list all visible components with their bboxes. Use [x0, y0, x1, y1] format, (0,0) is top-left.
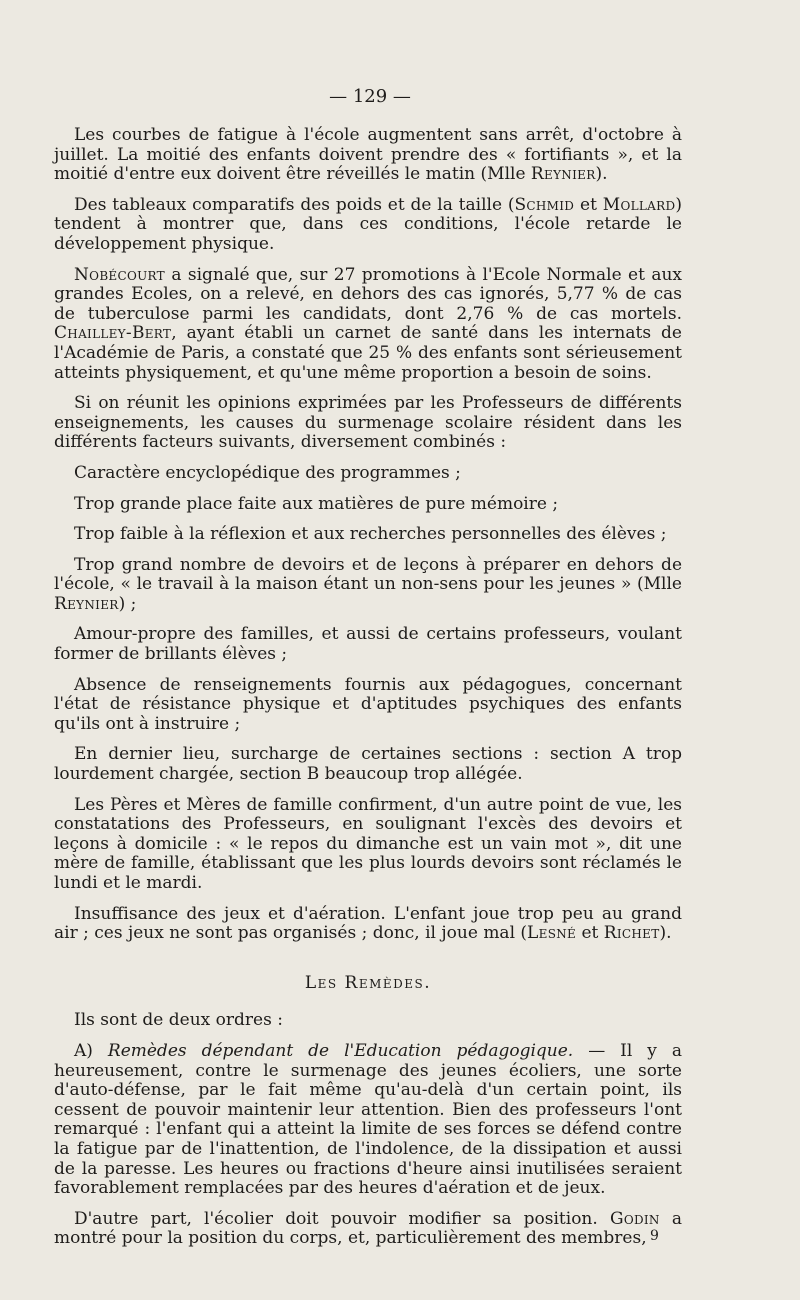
text-run: Trop grand nombre de devoirs et de leçons à préparer en dehors de l'école, « le travail à la maison étant un non-sens pour les jeunes » (Mlle	[54, 554, 682, 595]
paragraph	[54, 796, 682, 894]
paragraph	[54, 126, 682, 185]
text-run: Ils sont de deux ordres :	[74, 1010, 283, 1031]
paragraph	[54, 905, 682, 944]
text-run: ) tendent à montrer que, dans ces conditions, l'école retarde le développement physique.	[54, 194, 683, 254]
text-run: Insuffisance des jeux et d'aération. L'enfant joue trop peu au grand air ; ces jeux ne sont pas organisés ; donc, il joue mal (	[54, 903, 682, 944]
text-run: A)	[74, 1040, 108, 1061]
section-heading	[54, 974, 682, 994]
text-run: ).	[659, 923, 672, 944]
paragraph	[54, 1011, 682, 1031]
text-run: et	[576, 923, 604, 944]
text-run: — Il y a heureusement, contre le surmenage des jeunes écoliers, une sorte d'auto-défense, par le fait même qu'au-delà d'un certain point, ils cessent de pouvoir maintenir leur attention. Bien des professeurs l'ont remarqué : l'enfant qui a atteint la limite de ses forces se défend contre la fatigue par de l'inattention, de l'indolence, de la dissipation et aussi de la paresse. Les heures ou fractions d'heure ainsi inutilisées seraient favorablement remplacées par des heures d'aération et de jeux.	[54, 1040, 682, 1199]
text-run: En dernier lieu, surcharge de certaines sections : section A trop lourdement chargée, section B beaucoup trop allégée.	[54, 744, 682, 785]
paragraph	[54, 556, 682, 615]
text-run: Trop faible à la réflexion et aux recherches personnelles des élèves ;	[74, 524, 667, 545]
author-name: Nobécourt	[74, 264, 165, 285]
text-run: et	[574, 194, 603, 215]
text-run: D'autre part, l'écolier doit pouvoir modifier sa position.	[74, 1208, 610, 1229]
text-run: a signalé que, sur 27 promotions à l'Ecole Normale et aux grandes Ecoles, on a relevé, en dehors des cas ignorés, 5,77 % de cas de tuberculose parmi les candidats, dont 2,76 % de cas mortels.	[54, 264, 682, 324]
text-run: Si on réunit les opinions exprimées par les Professeurs de différents enseignements, les causes du surmenage scolaire résident dans les différents facteurs suivants, diversement combinés :	[54, 393, 682, 453]
author-name: Reynier	[530, 164, 596, 185]
text-run: ) ;	[118, 593, 137, 614]
text-run: Absence de renseignements fournis aux pédagogues, concernant l'état de résistance physique et d'aptitudes psychiques des enfants qu'ils ont à instruire ;	[54, 674, 682, 734]
text-run: Des tableaux comparatifs des poids et de la taille (	[74, 194, 515, 215]
author-name: Mollard	[602, 194, 676, 215]
paragraph	[54, 394, 682, 453]
author-name: Richet	[603, 923, 660, 944]
paragraph	[54, 464, 682, 484]
author-name: Lesné	[527, 923, 577, 944]
paragraph	[54, 196, 682, 255]
paragraph	[54, 1210, 682, 1249]
paragraph	[54, 745, 682, 784]
paragraph	[54, 525, 682, 545]
text-run: Les courbes de fatigue à l'école augmentent sans arrêt, d'octobre à juillet. La moitié des enfants doivent prendre des « fortifiants », et la moitié d'entre eux doivent être réveillés le matin (Mlle	[54, 125, 682, 185]
body-text	[54, 126, 682, 1260]
text-run: Amour-propre des familles, et aussi de certains professeurs, voulant former de brillants élèves ;	[54, 624, 682, 665]
text-run: Trop grande place faite aux matières de pure mémoire ;	[74, 493, 559, 514]
author-name: Reynier	[54, 593, 119, 614]
author-name: Chailley-Bert	[54, 323, 172, 344]
page-number: — 129 —	[329, 86, 411, 107]
paragraph	[54, 625, 682, 664]
text-run: Caractère encyclopédique des programmes ;	[74, 462, 461, 483]
italic-text: Remèdes dépendant de l'Education pédagogique.	[107, 1040, 574, 1061]
author-name: Godin	[609, 1208, 660, 1229]
text-run: ).	[595, 164, 608, 185]
text-run: Les Pères et Mères de famille confirment, d'un autre point de vue, les constatations des Professeurs, en soulignant l'excès des devoirs et leçons à domicile : « le repos du dimanche est un vain mot », dit une mère de famille, établissant que les plus lourds devoirs sont réclamés le lundi et le mardi.	[54, 794, 682, 893]
text-run: a montré pour la position du corps, et, particulièrement des membres,	[54, 1208, 682, 1249]
paragraph	[54, 495, 682, 515]
paragraph	[54, 266, 682, 384]
text-run: , ayant établi un carnet de santé dans les internats de l'Académie de Paris, a constaté que 25 % des enfants sont sérieusement atteints physiquement, et qu'une même proportion a besoin de soins.	[54, 323, 682, 383]
paragraph	[54, 1042, 682, 1199]
signature-mark: 9	[650, 1228, 659, 1244]
text-run: Les Remèdes.	[304, 972, 432, 993]
paragraph	[54, 676, 682, 735]
author-name: Schmid	[514, 194, 575, 215]
